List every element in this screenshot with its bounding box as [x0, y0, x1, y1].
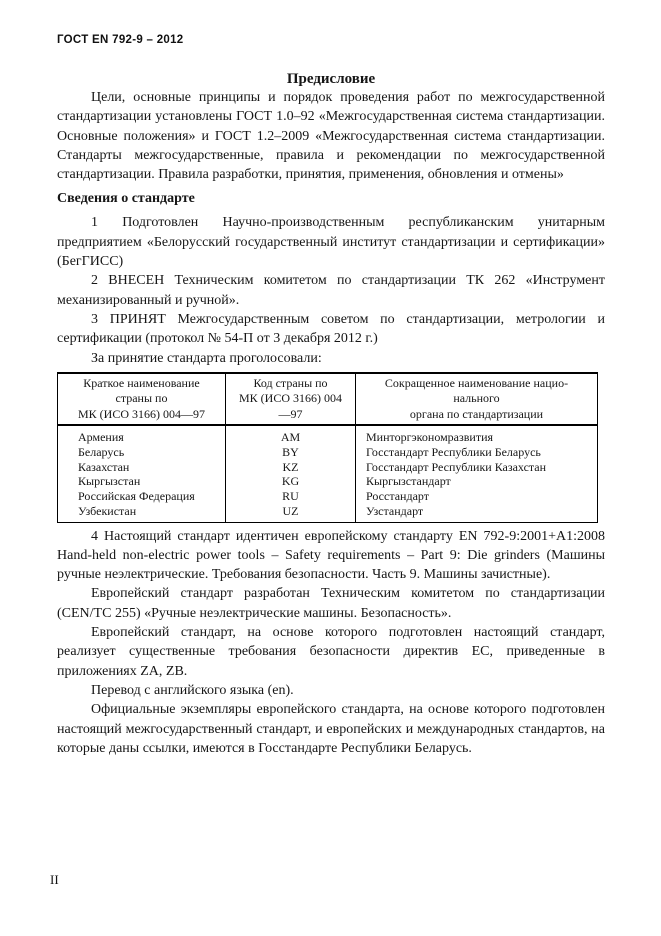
table-cell: KZ [226, 460, 356, 475]
vote-table [57, 372, 598, 523]
table-cell: Беларусь [58, 445, 226, 460]
table-cell: Госстандарт Республики Казахстан [366, 459, 547, 474]
table-row [58, 489, 598, 504]
table-row [58, 445, 598, 460]
item-adopted: 3 ПРИНЯТ Межгосударственным советом по стандартизации, метрологии и сертификации (протокол № 54-П от 3 декабря 2012 г.) [57, 311, 605, 347]
para-official-copies: Официальные экземпляры европейского стандарта, на основе которого подготовлен настоящий межгосударственный стандарт, и европейских и международных стандартов, на которые даны ссылки, имеются в Госстандарте Республики Беларусь. [57, 702, 605, 756]
table-cell: Армения [58, 425, 226, 445]
table-cell: AM [226, 425, 356, 445]
header-country-code: Код страны по МК (ИСО 3166) 004 —97 [226, 373, 356, 426]
table-row [58, 504, 598, 522]
vote-table-header [58, 373, 598, 426]
table-cell: Узстандарт [366, 503, 424, 518]
doc-header: ГОСТ EN 792-9 – 2012 [57, 34, 184, 46]
table-cell: Казахстан [58, 460, 226, 475]
page-number: II [50, 872, 59, 887]
item-submitted: 2 ВНЕСЕН Техническим комитетом по стандартизации ТК 262 «Инструмент механизированный и ручной». [57, 273, 605, 308]
table-cell: Кыргызстандарт [366, 474, 451, 489]
table-cell: Кыргызстан [58, 474, 226, 489]
table-cell: UZ [226, 504, 356, 522]
table-cell: Росстандарт [366, 489, 429, 504]
item-prepared: 1 Подготовлен Научно-производственным республиканским унитарным предприятием «Белорусский государственный институт стандартизации и сертификации» (БегГИСС) [57, 215, 605, 270]
foreword-title: Предисловие [286, 71, 376, 87]
table-cell: RU [226, 489, 356, 504]
table-row [58, 460, 598, 475]
table-cell: Узбекистан [58, 504, 226, 522]
para-developed-by: Европейский стандарт разработан Техническим комитетом по стандартизации (CEN/TC 255) «Ручные неэлектрические машины. Безопасность». [57, 586, 605, 621]
header-country-name: Краткое наименование страны по МК (ИСО 3166) 004—97 [58, 373, 226, 426]
table-row [58, 425, 598, 445]
table-cell: Российская Федерация [58, 489, 226, 504]
intro-paragraph: Цели, основные принципы и порядок проведения работ по межгосударственной стандартизации установлены ГОСТ 1.0–92 «Межгосударственная система стандартизации. Основные положения» и ГОСТ 1.2–2009 «Межгосударственная система стандартизации. Стандарты межгосударственные, правила и рекомендации по межгосударственной стандартизации. Правила разработки, принятия, применения, обновления и отмены» [57, 90, 605, 183]
para-ec-directives: Европейский стандарт, на основе которого подготовлен настоящий стандарт, реализует существенные требования безопасности директив ЕС, приведенные в приложениях ZA, ZB. [57, 625, 605, 679]
table-row [58, 474, 598, 489]
vote-intro-line: За принятие стандарта проголосовали: [91, 350, 322, 366]
table-cell: Госстандарт Республики Беларусь [366, 445, 541, 460]
item-identical-standard: 4 Настоящий стандарт идентичен европейскому стандарту EN 792-9:2001+A1:2008 Hand-held non-electric power tools – Safety requirements – Part 9: Die grinders (Машины ручные неэлектрические. Требования безопасности. Часть 9. Машины зачистные). [57, 528, 605, 583]
table-cell: BY [226, 445, 356, 460]
header-national-body: Сокращенное наименование нацио- нального органа по стандартизации [356, 373, 598, 426]
table-cell: KG [226, 474, 356, 489]
vote-table-body [58, 425, 598, 522]
para-translation: Перевод с английского языка (en). [91, 682, 294, 698]
standard-info-heading: Сведения о стандарте [57, 191, 195, 207]
table-cell: Минторгэкономразвития [366, 430, 494, 445]
